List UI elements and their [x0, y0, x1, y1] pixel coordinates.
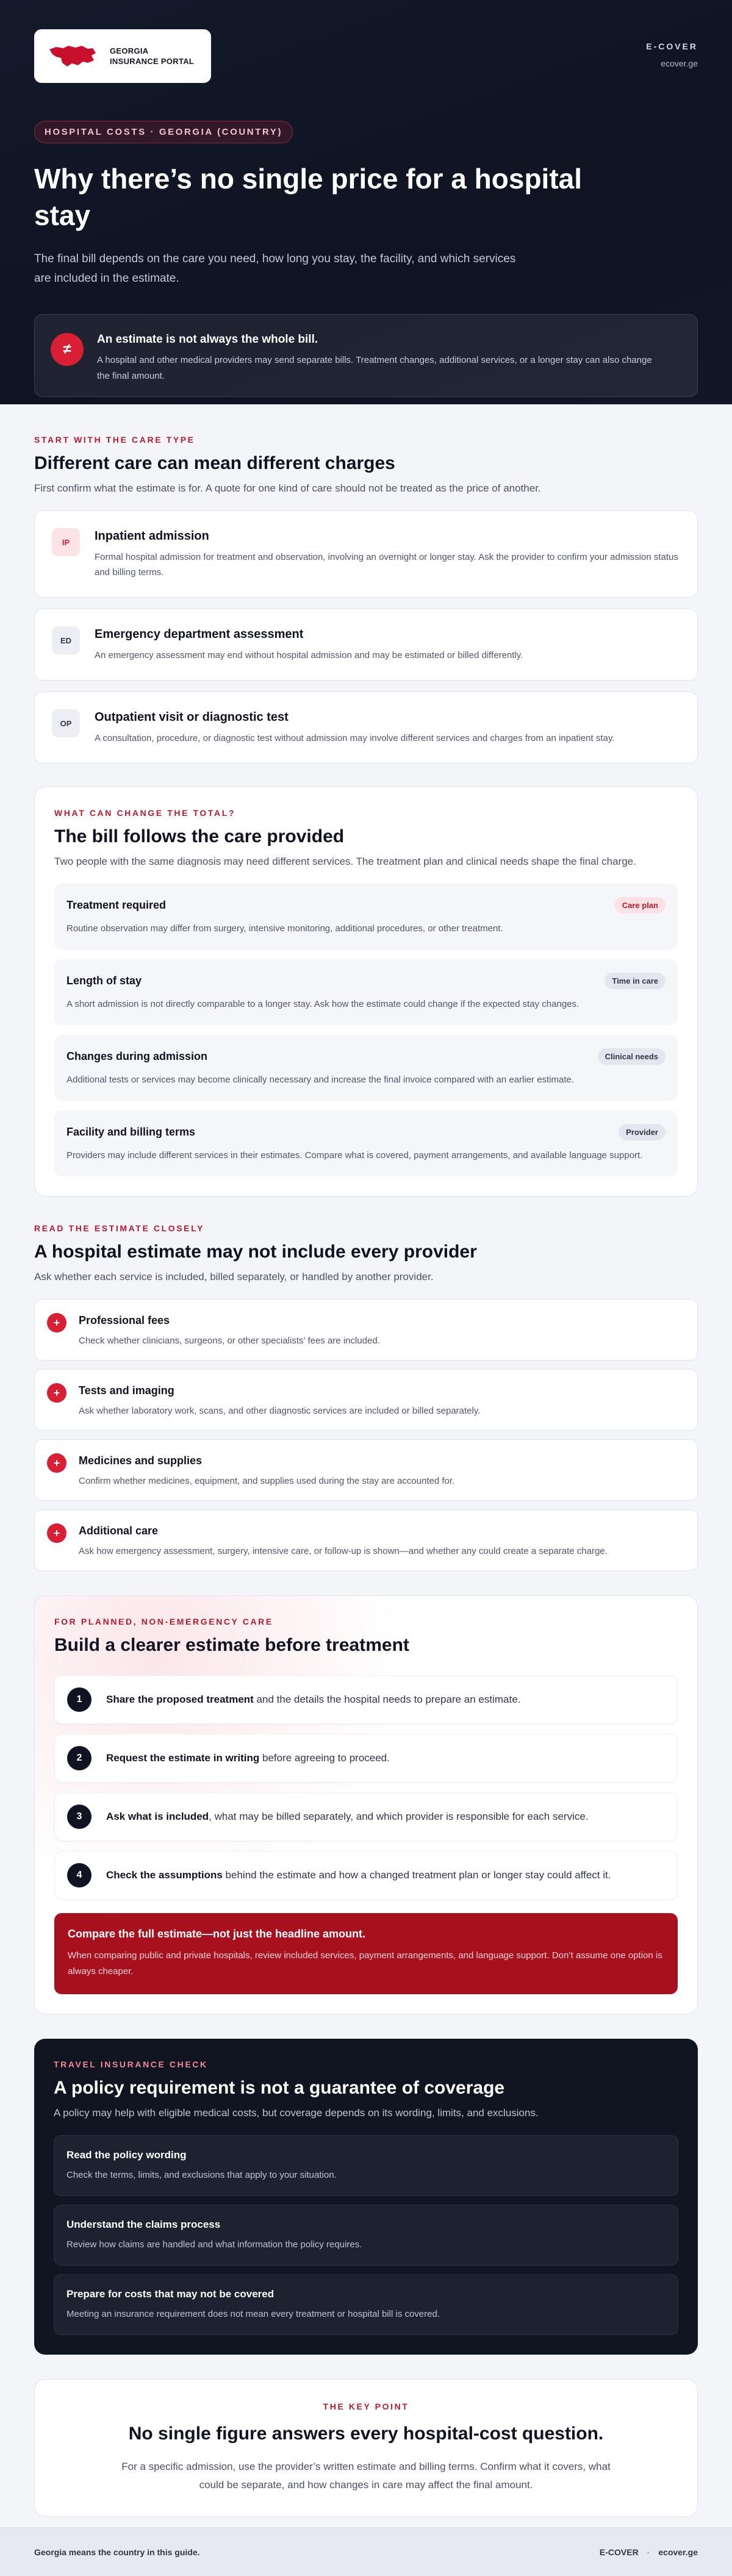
footer-brand: [600, 2547, 698, 2557]
site-logo[interactable]: [34, 29, 211, 83]
plus-icon: +: [47, 1313, 66, 1333]
travel-item-desc: Check the terms, limits, and exclusions that apply to your situation.: [66, 2170, 337, 2180]
factor-title: Changes during admission: [66, 1050, 208, 1062]
brand-name[interactable]: E-COVER: [646, 41, 698, 51]
step-bold: Check the assumptions: [106, 1869, 223, 1881]
inpatient-badge: IP: [52, 528, 80, 556]
page-title: Why there’s no single price for a hospital stay: [34, 163, 583, 231]
factor-tag: Care plan: [615, 897, 666, 914]
factor-list: [54, 884, 678, 1176]
footer-domain-link[interactable]: ecover.ge: [658, 2547, 698, 2557]
factor-desc: Routine observation may differ from surgery, intensive monitoring, additional procedures, or other treatment.: [66, 923, 503, 934]
care-type-section: [0, 404, 732, 764]
outpatient-badge: OP: [52, 709, 80, 737]
alert-body: A hospital and other medical providers may send separate bills. Treatment changes, additional services, or a longer stay can also change the final amount.: [97, 355, 652, 381]
step-text: [106, 1869, 611, 1881]
provider-desc: Ask whether laboratory work, scans, and other diagnostic services are included or billed separately.: [79, 1406, 481, 1416]
brand-domain-link[interactable]: ecover.ge: [661, 59, 698, 68]
estimate-alert: [34, 314, 698, 397]
step-number: 1: [67, 1687, 92, 1712]
step-item: [54, 1675, 678, 1724]
providers-subtitle: Ask whether each service is included, billed separately, or handled by another provider.: [34, 1271, 434, 1283]
factor-changes: [54, 1035, 678, 1101]
provider-title: Tests and imaging: [79, 1384, 174, 1397]
factor-title: Treatment required: [66, 899, 167, 911]
travel-item-title: Understand the claims process: [66, 2219, 221, 2230]
care-card-desc: Formal hospital admission for treatment and observation, involving an overnight or longer stay. Ask the provider to confirm your admission status and billing terms.: [95, 552, 678, 578]
care-card-inpatient: [34, 510, 698, 598]
footer-separator: ·: [647, 2547, 650, 2557]
topic-pill: HOSPITAL COSTS · GEORGIA (COUNTRY): [34, 121, 293, 143]
care-card-emergency: [34, 609, 698, 681]
providers-section: [0, 1197, 732, 1571]
factor-desc: A short admission is not directly comparable to a longer stay. Ask how the estimate could change if the expected stay changes.: [66, 999, 580, 1009]
travel-item-desc: Review how claims are handled and what information the policy requires.: [66, 2239, 362, 2250]
compare-estimate-callout: [54, 1913, 678, 1994]
factor-tag: Time in care: [605, 973, 666, 989]
step-rest: before agreeing to proceed.: [259, 1752, 390, 1764]
care-title: Different care can mean different charges: [34, 453, 395, 473]
factor-desc: Additional tests or services may become clinically necessary and increase the final invoice compared with an earlier estimate.: [66, 1075, 575, 1085]
not-equal-icon: ≠: [51, 333, 84, 366]
step-number: 3: [67, 1805, 92, 1829]
provider-desc: Check whether clinicians, surgeons, or other specialists’ fees are included.: [79, 1336, 380, 1346]
providers-eyebrow: READ THE ESTIMATE CLOSELY: [34, 1223, 204, 1233]
provider-desc: Confirm whether medicines, equipment, and supplies used during the stay are accounted for.: [79, 1476, 455, 1486]
care-card-title: Outpatient visit or diagnostic test: [95, 710, 289, 724]
footer-brand-name[interactable]: E-COVER: [599, 2547, 639, 2557]
callout-body: When comparing public and private hospitals, review included services, payment arrangements, and language support. Don’t assume one option is always cheaper.: [68, 1950, 662, 1977]
factor-title: Facility and billing terms: [66, 1126, 196, 1138]
factors-subtitle: Two people with the same diagnosis may need different services. The treatment plan and clinical needs shape the final charge.: [54, 856, 636, 867]
travel-title: A policy requirement is not a guarantee of coverage: [54, 2078, 505, 2098]
travel-item: [54, 2205, 678, 2266]
travel-eyebrow: TRAVEL INSURANCE CHECK: [54, 2059, 208, 2069]
plus-icon: +: [47, 1383, 66, 1403]
care-card-outpatient: [34, 692, 698, 764]
factor-title: Length of stay: [66, 975, 142, 987]
step-text: [106, 1694, 520, 1706]
travel-item: [54, 2135, 678, 2196]
provider-desc: Ask how emergency assessment, surgery, intensive care, or follow-up is shown—and whether any could create a separate charge.: [79, 1546, 608, 1556]
key-body: For a specific admission, use the provider’s written estimate and billing terms. Confirm what it covers, what could be separate, and how changes in care may affect the final amount.: [121, 2461, 611, 2491]
factor-tag: Provider: [619, 1124, 666, 1140]
providers-title: A hospital estimate may not include every provider: [34, 1242, 477, 1262]
logo-line-1: GEORGIA: [110, 46, 149, 55]
step-rest: behind the estimate and how a changed treatment plan or longer stay could affect it.: [222, 1869, 611, 1881]
care-card-desc: A consultation, procedure, or diagnostic test without admission may involve different services and charges from an inpatient stay.: [95, 733, 615, 743]
provider-title: Medicines and supplies: [79, 1454, 203, 1467]
factor-treatment: [54, 884, 678, 950]
step-item: [54, 1734, 678, 1783]
travel-list: [54, 2135, 678, 2335]
provider-medicines: [34, 1439, 698, 1501]
step-item: [54, 1851, 678, 1900]
provider-list: [34, 1299, 698, 1571]
step-number: 4: [67, 1863, 92, 1887]
care-card-title: Inpatient admission: [95, 529, 209, 543]
alert-title: An estimate is not always the whole bill.: [97, 333, 318, 346]
step-bold: Request the estimate in writing: [106, 1752, 260, 1764]
travel-item-title: Prepare for costs that may not be covered: [66, 2288, 274, 2300]
brand-block: [646, 29, 698, 68]
logo-line-2: INSURANCE PORTAL: [110, 57, 195, 66]
provider-additional-care: [34, 1509, 698, 1571]
travel-subtitle: A policy may help with eligible medical costs, but coverage depends on its wording, limits, and exclusions.: [54, 2107, 539, 2119]
plan-eyebrow: FOR PLANNED, NON-EMERGENCY CARE: [54, 1617, 273, 1626]
step-text: [106, 1811, 589, 1823]
logo-wordmark: [110, 46, 194, 66]
step-bold: Share the proposed treatment: [106, 1694, 254, 1705]
provider-professional-fees: [34, 1299, 698, 1361]
plan-title: Build a clearer estimate before treatment: [54, 1635, 409, 1655]
step-item: [54, 1792, 678, 1841]
step-bold: Ask what is included: [106, 1811, 209, 1822]
bill-factors-card: [34, 787, 698, 1197]
key-eyebrow: THE KEY POINT: [323, 2402, 409, 2411]
footer-note: Georgia means the country in this guide.: [34, 2547, 200, 2557]
key-title: No single figure answers every hospital-cost question.: [128, 2424, 604, 2444]
factors-title: The bill follows the care provided: [54, 826, 345, 846]
factor-desc: Providers may include different services in their estimates. Compare what is covered, payment arrangements, and available language support.: [66, 1150, 643, 1161]
factor-length-of-stay: [54, 959, 678, 1025]
hero-subtitle: The final bill depends on the care you need, how long you stay, the facility, and which services are included in the estimate.: [34, 252, 516, 285]
alert-content: [97, 331, 658, 384]
travel-item: [54, 2274, 678, 2335]
step-text: [106, 1752, 390, 1764]
steps-list: [54, 1675, 678, 1900]
hero-top-bar: [34, 29, 698, 83]
georgia-map-icon: [48, 42, 98, 70]
travel-insurance-card: [34, 2039, 698, 2355]
callout-title: Compare the full estimate—not just the headline amount.: [68, 1928, 366, 1940]
travel-item-title: Read the policy wording: [66, 2149, 187, 2161]
care-card-title: Emergency department assessment: [95, 628, 304, 641]
hero: [0, 0, 732, 404]
step-rest: , what may be billed separately, and which provider is responsible for each service.: [209, 1811, 589, 1822]
footer: [0, 2527, 732, 2576]
plus-icon: +: [47, 1453, 66, 1473]
provider-tests-imaging: [34, 1369, 698, 1431]
key-point-card: [34, 2379, 698, 2517]
planned-care-card: [34, 1595, 698, 2014]
care-list: [34, 510, 698, 764]
emergency-badge: ED: [52, 626, 80, 654]
step-rest: and the details the hospital needs to prepare an estimate.: [253, 1694, 521, 1705]
travel-item-desc: Meeting an insurance requirement does not mean every treatment or hospital bill is covered.: [66, 2309, 440, 2319]
factor-tag: Clinical needs: [598, 1048, 666, 1065]
step-number: 2: [67, 1746, 92, 1770]
plus-icon: +: [47, 1523, 66, 1543]
provider-title: Additional care: [79, 1525, 159, 1537]
care-card-desc: An emergency assessment may end without hospital admission and may be estimated or billed differently.: [95, 650, 523, 660]
care-eyebrow: START WITH THE CARE TYPE: [34, 435, 195, 445]
care-subtitle: First confirm what the estimate is for. A quote for one kind of care should not be treated as the price of another.: [34, 482, 541, 494]
factor-facility: [54, 1111, 678, 1176]
factors-eyebrow: WHAT CAN CHANGE THE TOTAL?: [54, 808, 236, 818]
provider-title: Professional fees: [79, 1314, 170, 1326]
